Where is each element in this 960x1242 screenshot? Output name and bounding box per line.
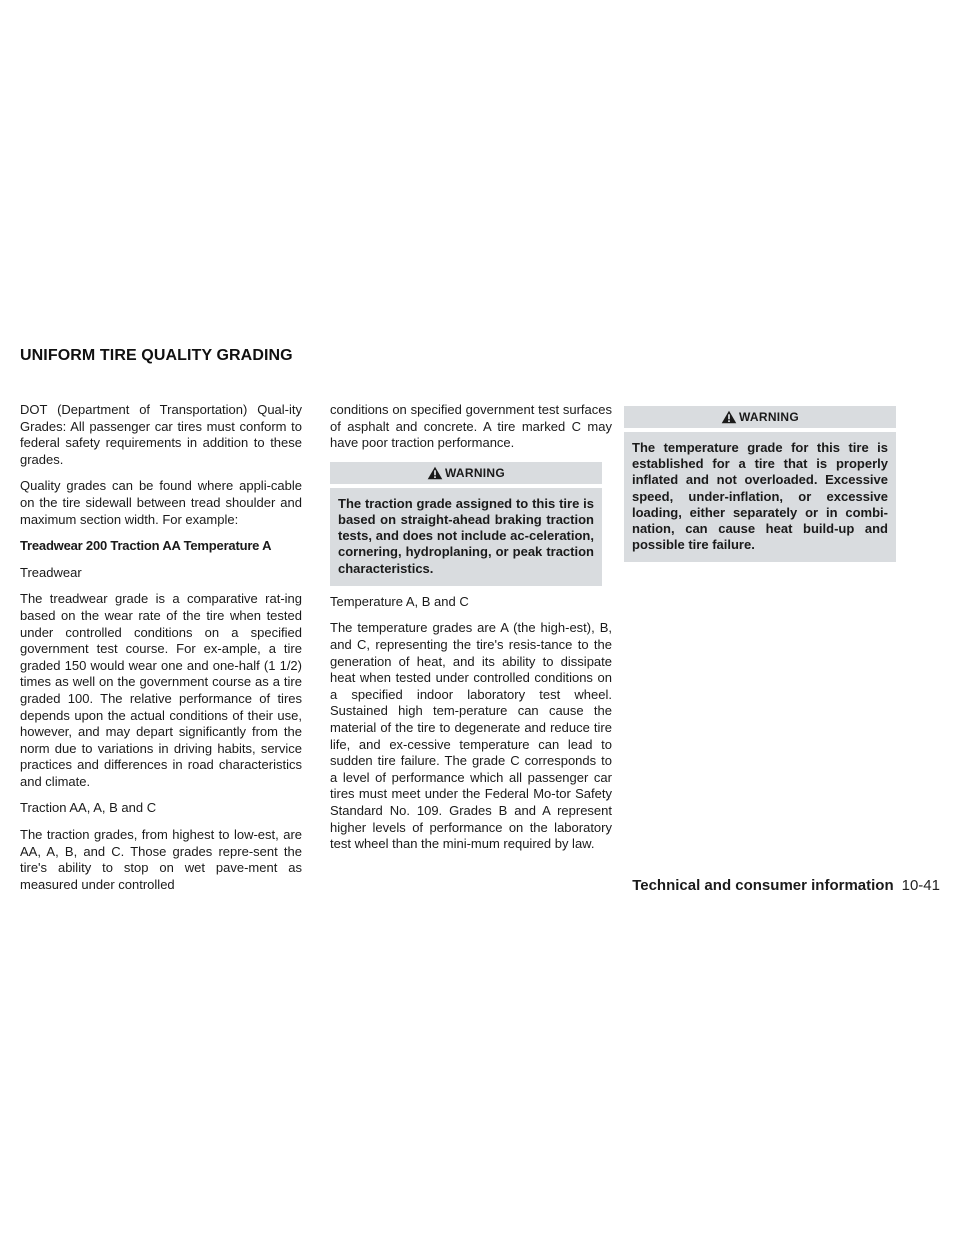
warning-label: WARNING [444,465,506,480]
paragraph-quality-location: Quality grades can be found where appli-cable on the tire sidewall between tread shoulder and maximum section width. For example: [20,478,302,527]
section-title: UNIFORM TIRE QUALITY GRADING [20,347,293,364]
warning-header [624,406,896,432]
warning-triangle-icon [427,466,443,480]
column-2 [330,402,612,863]
paragraph-temperature: The temperature grades are A (the high-est), B, and C, representing the tire's resis-tance to the generation of heat, and its ability to dissipate heat when tested under controlled conditions on a specified indoor laboratory test wheel. Sustained high tem-perature can cause the material of the tire to degenerate and reduce tire life, and ex-cessive temperature can lead to sudden tire failure. The grade C corresponds to a level of performance which all passenger car tires must meet under the Federal Mo-tor Safety Standard No. 109. Grades B and A represent higher levels of performance on the laboratory test wheel than the mini-mum required by law. [330,620,612,852]
warning-text: The traction grade assigned to this tire is based on straight-ahead braking traction tests, and does not include ac-celeration, cornering, hydroplaning, or peak traction characteristics. [338,495,594,576]
paragraph-dot-grades: DOT (Department of Transportation) Qual-ity Grades: All passenger car tires must conform to federal safety requirements in addition to these grades. [20,402,302,467]
subheading-traction: Traction AA, A, B and C [20,800,157,816]
paragraph-treadwear: The treadwear grade is a comparative rat-ing based on the wear rate of the tire when tested under controlled conditions on a specified government test course. For ex-ample, a tire graded 150 would wear one and one-half (1 1/2) times as well on the government course as a tire graded 100. The relative performance of tires depends upon the actual conditions of their use, however, and may depart significantly from the norm due to variations in driving habits, service practices and differences in road characteristics and climate. [20,591,302,789]
paragraph-traction: The traction grades, from highest to low-est, are AA, A, B, and C. Those grades repre-sent the tire's ability to stop on wet pave-ment as measured under controlled [20,827,302,892]
page-number: 10-41 [901,877,940,894]
warning-box-traction [330,462,602,586]
subheading-temperature: Temperature A, B and C [330,593,469,609]
warning-text: The temperature grade for this tire is established for a tire that is properly inflated and not overloaded. Excessive speed, under-inflation, or excessive loading, either separately or in combi-nation, can cause heat build-up and possible tire failure. [632,440,888,553]
paragraph-traction-cont: conditions on specified government test surfaces of asphalt and concrete. A tire marked C may have poor traction performance. [330,402,612,451]
warning-triangle-icon [721,410,737,424]
example-grade-line: Treadwear 200 Traction AA Temperature A [20,538,272,554]
page-footer [632,877,940,894]
footer-section-name: Technical and consumer information [632,877,894,894]
warning-box-temperature [624,406,896,562]
warning-header [330,462,602,488]
column-3 [624,402,906,570]
subheading-treadwear: Treadwear [20,564,82,580]
warning-label: WARNING [738,410,800,424]
column-1 [20,402,302,903]
